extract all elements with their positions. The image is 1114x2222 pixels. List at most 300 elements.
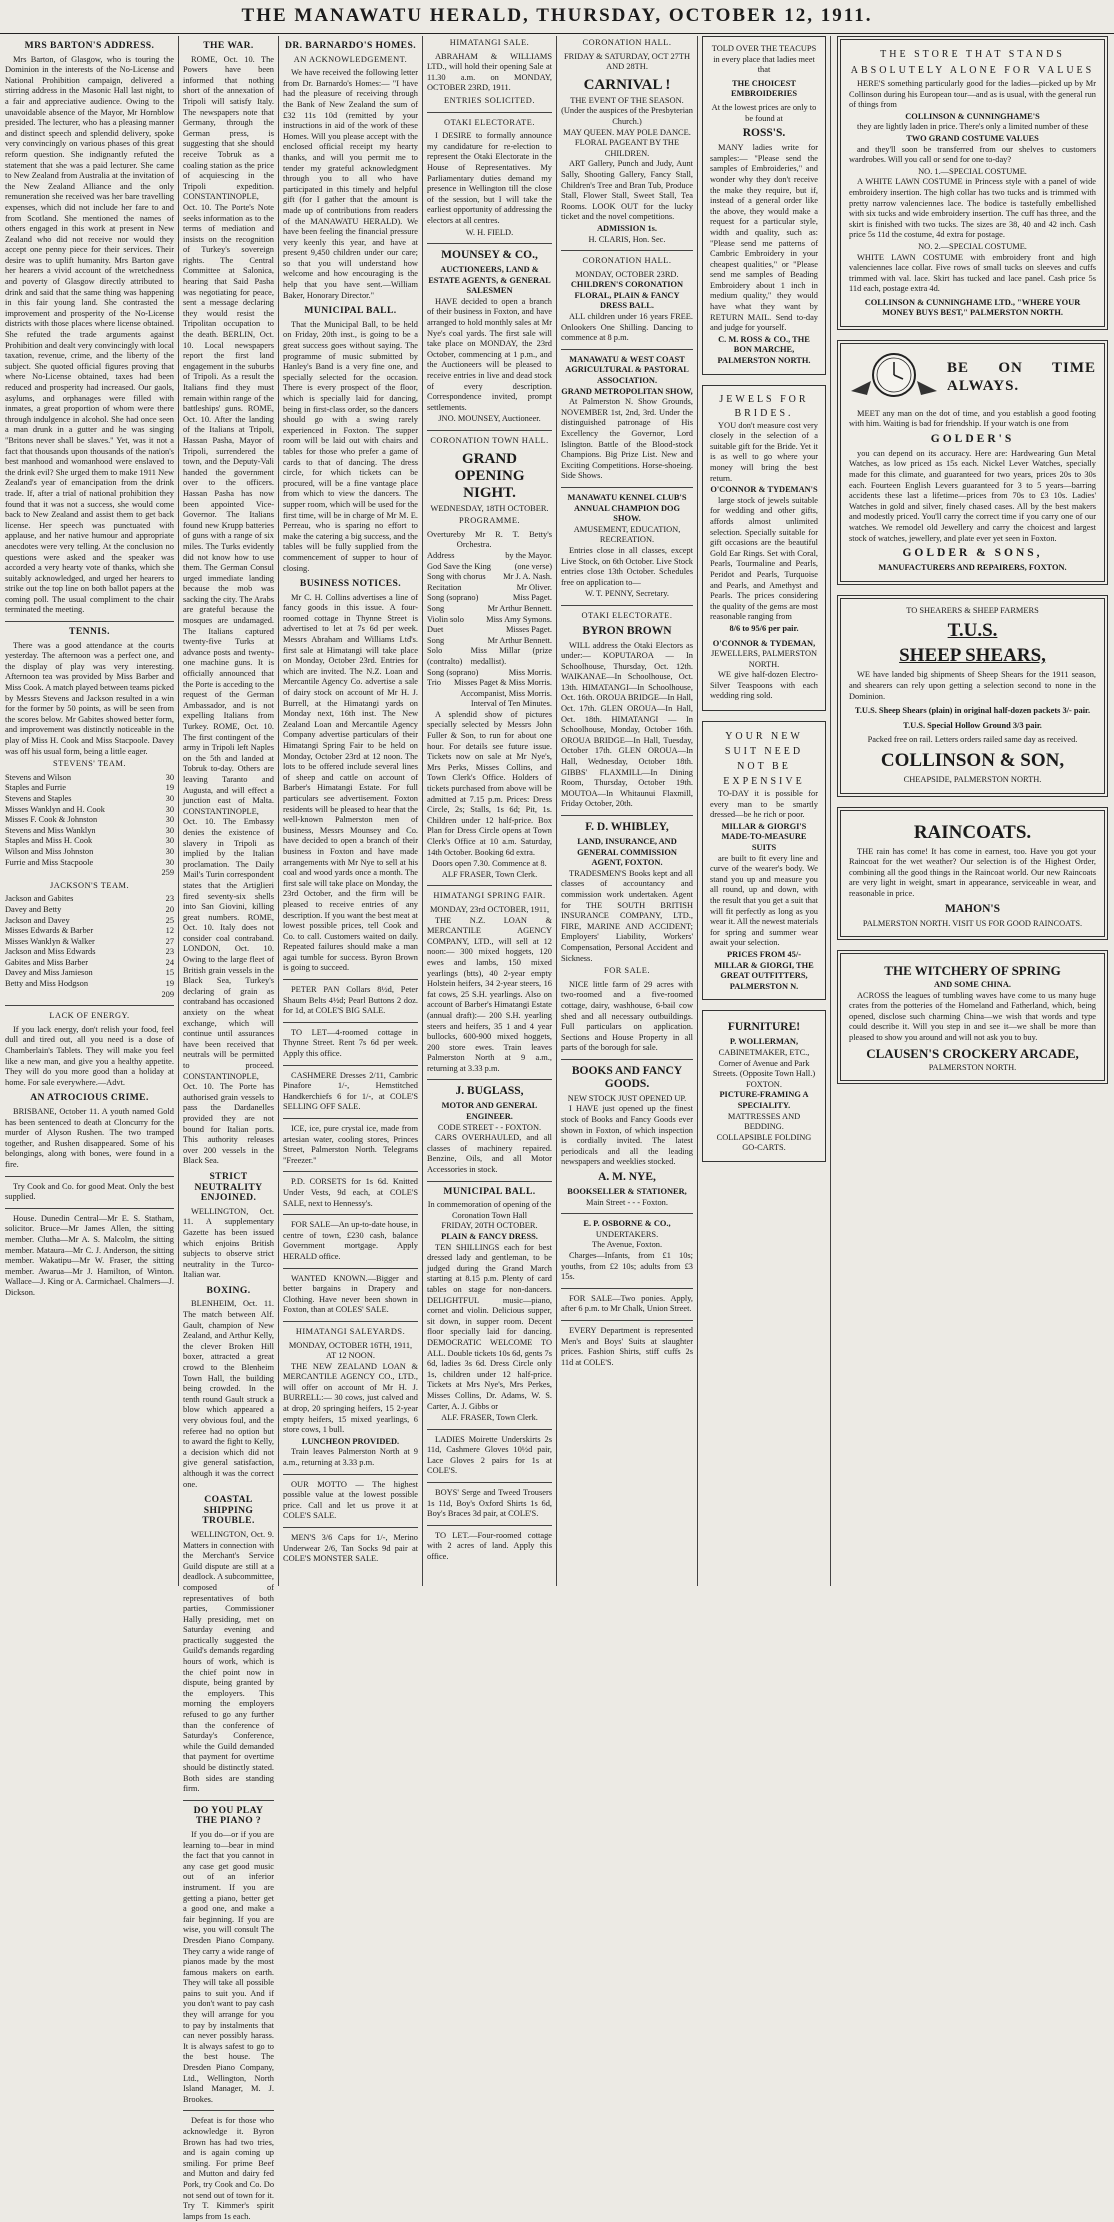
golder-text-2: you can depend on its accuracy. Here are: Hardwearing Gun Metal Watches, as low priced as 15s each. Nickel Lever Watches, specially made for this climate, and guaranteed for two years, prices 20s to 30s each. Fourteen English Levers guaranteed for 3 to 5 years—barring accidents these last a lifetime—prices from 70s to £3 10s. Ladies' Watches in gold and silver, finely chased cases. All by the best makers and modestly priced. You'll carry the correct time if you carry one of our watches. We remodel old Jewellery and carry the choicest and largest stock of watches, jewellery, and plate ever yet seen in Foxton. xyxy=(849,448,1096,543)
tydeman-text: WE give half-dozen Electro-Silver Teaspoons with each wedding ring sold. xyxy=(710,670,818,701)
coastal-heading: COASTAL SHIPPING TROUBLE. xyxy=(202,1494,255,1527)
programme-item-name: Song with chorus xyxy=(427,572,486,582)
programme-item-name: Song (soprano) xyxy=(427,593,479,603)
divider xyxy=(5,1005,174,1006)
programme-performer: Misses Paget & Miss Morris. xyxy=(454,678,552,688)
show-association: MANAWATU & WEST COAST AGRICULTURAL & PASTORAL ASSOCIATION. xyxy=(565,354,689,386)
stevens-team-heading: STEVENS' TEAM. xyxy=(52,759,127,769)
store-signature: COLLINSON & CUNNINGHAME LTD., "WHERE YOUR MONEY BUYS BEST," PALMERSTON NORTH. xyxy=(864,297,1081,318)
osborne-subheading: UNDERTAKERS. xyxy=(595,1229,659,1239)
osborne-heading: E. P. OSBORNE & CO., xyxy=(583,1219,671,1229)
programme-performer: (one verse) xyxy=(514,561,552,571)
war-article: ROME, Oct. 10. The Powers have been informed that nothing short of the annexation of Tripoli will satisfy Italy. The newspapers note that Germany, through the German press, is suggesting that she should receive Tobruk as a coaling station as the price of acquiescing in the Tripoli expedition. CONSTANTINOPLE, Oct. 10. The Porte's Note seeks information as to the terms of mediation and insists on the recognition of Turkey's sovereign rights. The Central Committee at Salonica, hearing that Said Pasha was negotiating for peace, sent a message declaring they would resist the Tripolitan occupation to the death. BERLIN, Oct. 10. Local newspapers report the first land engagement in the suburbs of Tripoli. As a result the Italians find they must remain within range of the battleships' guns. ROME, Oct. 10. After the landing of the Italians at Tripoli, Hassan Pasha, Mayor of Tripoli, surrendered the town, and the Deputy-Vali handed the government over to the officers. Hassan Pasha has now been appointed Vice-Governor. The Italians found new Krupp batteries of guns with a range of six miles. The Turks evidently did not know how to use them. The German Consul urged immediate landing because the mob was sacking the city. The Arabs are grateful because the mosques are undamaged. The Italians captured twenty-five Turks at advance posts and twenty-one machine guns. It is officially announced that the Porte is acceding to the request of the German Ambassador, and is not expelling Italians from Turkey. ROME, Oct. 10. The first contingent of the army in Tripoli left Naples on the 5th and landed at Tobruk to-day. Others are leaving Taranto and Augusta, and will effect a junction east of Malta. CONSTANTINOPLE, Oct. 10. The Embassy denies the existence of slavery in Tripoli as implied by the Italian proclamation. The Daily Mail's Turin correspondent states that the Artiglieri fired seventy-six shells into San Giovini, killing great numbers. ROME, Oct. 10. Italy does not consider coal contraband. LONDON, Oct. 10. Owing to the large fleet of British grain vessels in the Black Sea, Turkey's declaring of grain as contraband has occasioned anxiety on the wheat exchange, which will continue until assurances have been received that neutrals will be permitted to proceed. CONSTANTINOPLE, Oct. 10. The Porte has authorised grain vessels to pass the Dardanelles provided they are not bound for Italian ports. This authority releases over 200 vessels in the Black Sea. xyxy=(183,54,274,1166)
ross-choicest: THE CHOICEST EMBROIDERIES xyxy=(730,78,798,99)
nye-subheading: BOOKSELLER & STATIONER, xyxy=(567,1187,687,1197)
byron-electorate: OTAKI ELECTORATE. xyxy=(581,610,673,620)
books-subheading: NEW STOCK JUST OPENED UP. xyxy=(567,1093,687,1103)
golder-advert xyxy=(837,340,1108,585)
programme-item xyxy=(427,689,552,700)
programme-item-name: Overture xyxy=(427,529,457,539)
whibley-advert: TRADESMEN'S Books kept and all classes of accountancy and commission work undertaken. Agent for THE SOUTH BRITISH INSURANCE COMPANY, LTD., FIRE, MARINE AND ACCIDENT; Employers' Liability, Workers' Compensation, Personal Accident and Sickness. xyxy=(561,868,693,963)
nye-heading: A. M. NYE, xyxy=(598,1171,656,1184)
energy-advert: If you lack energy, don't relish your food, feel dull and tired out, all you need is a dose of Chamberlain's Tablets. They will make you feel like a new man, and give you a healthy appetite. They will do you more good than a holiday at home. For sale everywhere.—Advt. xyxy=(5,1024,174,1087)
golder-subheading: MANUFACTURERS AND REPAIRERS, FOXTON. xyxy=(878,563,1067,573)
score-pair: Davey and Betty xyxy=(5,904,62,914)
china-heading: THE WITCHERY OF SPRING xyxy=(884,963,1061,979)
tus-hollow-price: T.U.S. Special Hollow Ground 3/3 pair. xyxy=(903,720,1042,730)
score-row xyxy=(5,858,174,869)
doors-note: Doors open 7.30. Commence at 8. xyxy=(432,859,547,869)
column-1 xyxy=(2,36,177,1586)
divider xyxy=(561,349,693,350)
jewels-heading: JEWELS FOR BRIDES. xyxy=(719,393,809,419)
score-value: 30 xyxy=(165,804,174,814)
column-rule xyxy=(830,36,831,1586)
grand-opening-date: WEDNESDAY, 18TH OCTOBER. xyxy=(430,503,549,513)
municipal-ball-signature: ALF. FRASER, Town Clerk. xyxy=(441,1413,538,1423)
masthead xyxy=(0,0,1114,34)
mounsey-signature: JNO. MOUNSEY, Auctioneer. xyxy=(438,414,541,424)
score-row xyxy=(5,926,174,937)
divider xyxy=(283,979,418,980)
column-2 xyxy=(180,36,277,2221)
suit-subheading: MILLAR & GIORGI'S MADE-TO-MEASURE SUITS xyxy=(721,821,807,853)
store-text: HERE'S something particularly good for the ladies—picked up by Mr Collinson during his European tour—and as is usual, with the general run of things from xyxy=(849,79,1096,110)
programme-performer: Accompanist, Miss Morris. xyxy=(460,688,552,698)
score-row xyxy=(5,905,174,916)
score-value: 30 xyxy=(165,772,174,782)
jewels-price: 8/6 to 95/6 per pair. xyxy=(729,623,799,633)
programme-item xyxy=(427,530,552,551)
tennis-heading: TENNIS. xyxy=(69,626,110,638)
childrens-ball-hall: CORONATION HALL. xyxy=(582,256,672,266)
ross-advert xyxy=(702,36,826,375)
programme-performer: Miss Morris. xyxy=(508,667,552,677)
divider xyxy=(183,1800,274,1801)
programme-item xyxy=(427,583,552,594)
score-pair: Wilson and Miss Johnston xyxy=(5,846,94,856)
golder-name: GOLDER'S xyxy=(930,432,1015,445)
grand-opening-heading: GRAND OPENING NIGHT. xyxy=(454,450,525,501)
whibley-subheading: LAND, INSURANCE, AND GENERAL COMMISSION AGENT, FOXTON. xyxy=(577,837,677,868)
store-costumes: TWO GRAND COSTUME VALUES xyxy=(906,133,1039,143)
score-row xyxy=(5,773,174,784)
barton-article: Mrs Barton, of Glasgow, who is touring the Dominion in the interests of the No-License and National Prohibition campaign, delivered a stirring address in the Masonic Hall last night, to a fair and appreciative audience. Owing to the unavoidable absence of the Mayor, Mr Hornblow presided. The lecturer, who has a pleasing manner and distinct speech and splendid delivery, spoke very convincingly on various phases of this great reform question. She indignantly refuted the statement that she was a paid lecturer. She came to New Zealand from Australia at the invitation of the New Zealand Alliance and the only remuneration she received was her bare travelling expenses, which did not include her fare to and from Scotland. She mentioned the names of others engaged in this work at present in New Zealand who did not receive nor would they accept one penny piece for their services. Their desire was to uplift humanity. Mrs Barton gave her hearers a vivid account of the wretchedness and poverty of Glasgow directly attributed to drink and said that the same thing was happening in this fair young land. She contrasted the improvement and prosperity of the No-License districts with those places where license obtained. She refuted the trade arguments against Prohibition and dealt very convincingly with local taxation, revenue, crime, and the liberty of the subject. She quoted official figures proving that where No-License obtained, taxes had been reduced and prosperity had increased. Our gaols, asylums, and orphanages were filled with inmates, a great proportion of whom were there through indulgence in alcohol. She had once seen a man drunk in a gutter and he was singing "Britons never shall be slaves." Yet, was it not a fact that thousands upon thousands of the nation's best manhood and womanhood were enslaved to the drink evil? She urged them to make 1911 New Zealand's year of emancipation from the drink trade. If, after a trial of national prohibition they found that it was not a success, she would come back to New Zealand and assist them to get back license. Her speech was punctuated with applause, and her native humour and appropriate anecdotes were very telling. At the conclusion no questions were asked and the speaker was accorded a very hearty vote of thanks, which she suitably acknowledged, and urged her hearers to strike out the top line on both ballot papers at the coming poll. The usual compliment to the chair terminated the meeting. xyxy=(5,54,174,615)
score-pair: Misses F. Cook & Johnston xyxy=(5,815,98,825)
divider xyxy=(283,1171,418,1172)
divider xyxy=(283,1118,418,1119)
carnival-hall-heading: CORONATION HALL. xyxy=(582,38,672,47)
divider xyxy=(427,1181,552,1182)
score-value: 24 xyxy=(165,957,174,967)
column-6 xyxy=(699,36,829,1586)
carnival-heading: CARNIVAL ! xyxy=(583,76,671,93)
childrens-ball-date: MONDAY, OCTOBER 23RD. xyxy=(575,269,679,279)
score-row xyxy=(5,815,174,826)
tydeman-heading: O'CONNOR & TYDEMAN, xyxy=(712,638,816,648)
jackson-team-heading: JACKSON'S TEAM. xyxy=(49,880,130,890)
ross-text: MANY ladies write for samples:— "Please send the samples of Embroideries," and wonder why they don't receive the make they require, but if, instead of a general order like the above, they would make a request for a particular style, width and quality, such as: "Please send me patterns of Cambric Embroidery in your cheapest qualities," or "Please send me samples of Beading Embroidery about 1 inch in medium quality," they would have what they want by RETURN MAIL. Send to-day and judge for yourself. xyxy=(710,143,818,333)
ponies-advert: FOR SALE—Two ponies. Apply, after 6 p.m. to Mr Chalk, Union Street. xyxy=(561,1293,693,1314)
tus-advert xyxy=(837,595,1108,797)
divider xyxy=(561,605,693,606)
score-row xyxy=(5,826,174,837)
neutrality-article: WELLINGTON, Oct. 11. A supplementary Gazette has been issued which enjoins British subjects to observe strict neutrality in the Turco-Italian war. xyxy=(183,1206,274,1280)
programme-item xyxy=(427,604,552,615)
tennis-article: There was a good attendance at the courts yesterday. The afternoon was a perfect one, and the display of play was very interesting. Afternoon tea was provided by Miss Barber and Miss Cook. A match played between teams picked by Messrs Stevens and Jackson resulted in a win for the former by 50 points, as will be seen from the scores below. Mr Gabites showed better form, and improvement was distinctly noticeable in the play of Miss H. Cook and Miss Stacpoole. Davey was off his usual form, being a little eager. xyxy=(5,640,174,756)
municipal-ball-heading: MUNICIPAL BALL. xyxy=(443,1185,536,1197)
raincoats-signature: MAHON'S xyxy=(945,902,1000,915)
small-advert: TO LET—4-roomed cottage in Thynne Street. Rent 7s 6d per week. Apply this office. xyxy=(283,1027,418,1059)
store-text-2: they are lightly laden in price. There's only a limited number of these xyxy=(857,122,1089,132)
divider xyxy=(283,1321,418,1322)
divider xyxy=(283,1268,418,1269)
otaki-heading: OTAKI ELECTORATE. xyxy=(444,117,535,127)
saleyards-advert: THE NEW ZEALAND LOAN & MERCANTILE AGENCY CO., LTD., will offer on account of Mr H. J. BURRELL:— 30 cows, just calved and at drop, 20 springing heifers, 15 2-year empty heifers, 15 mixed yearlings, 6 store cows, 1 bull. xyxy=(283,1361,418,1435)
piano-advert: If you do—or if you are learning to—bear in mind the fact that you cannot in any case get good music out of an inferior instrument. If you are getting a piano, better get a good one, and make a fair beginning. If you are wise, you will consult The Dresden Piano Company. They carry a wide range of pianos made by the most famous makers on earth. They will take all possible pains to suit you. And if you don't want to pay cash they will arrange for you to pay by instalments that can never possibly harass. It is always safest to go to the best house. The Dresden Piano Company, Ltd., Wellington, North Island Manager, M. J. Brookes. xyxy=(183,1829,274,2104)
piano-heading: DO YOU PLAY THE PIANO ? xyxy=(193,1804,264,1827)
whibley-heading: F. D. WHIBLEY, xyxy=(585,821,669,833)
programme-item xyxy=(427,562,552,573)
jewels-text-2: large stock of jewels suitable for wedding and other gifts, affords almost unlimited selection. Specially suitable for gift occasions are the beautiful Gold Ear Rings. Set with Coral, Pearls, Tourmaline and Pearls, Peridot and Pearls, Turquoise and Pearls, and Amethyst and Pearls. The prices considering the quality of the gems are most reasonable ranging from xyxy=(710,495,818,622)
programme-performer: Mr Arthur Bennett. xyxy=(487,635,552,645)
suit-price: PRICES FROM 45/- xyxy=(727,949,801,959)
kennel-signature: W. T. PENNY, Secretary. xyxy=(584,589,670,599)
programme-item xyxy=(427,551,552,562)
municipal-ball-date: FRIDAY, 20TH OCTOBER. xyxy=(441,1221,538,1231)
china-advert xyxy=(837,950,1108,1084)
divider xyxy=(183,2110,274,2111)
china-text: ACROSS the leagues of tumbling waves have come to us many huge crates from the potteries of the Homeland and Fatherland, which, being opened, disclose such charming China—we wish that words and type could describe it. Will you step in and see it—we shall be more than pleased to show you around and will not ask you to buy. xyxy=(849,990,1096,1043)
programme-performer: Miss Millar (prize medallist). xyxy=(470,646,552,666)
buglass-address: CODE STREET - - FOXTON. xyxy=(437,1122,542,1132)
small-ads xyxy=(283,979,418,1316)
osborne-address: The Avenue, Foxton. xyxy=(591,1240,663,1250)
byron-advert: WILL address the Otaki Electors as under:— KOPUTAROA — In Schoolhouse, Thursday, Oct. 12th. WAIKANAE—In Schoolhouse, Oct. 13th. HIMATANGI—In Schoolhouse, Oct. 16th. OROUA BRIDGE—In Hall, Oct. 17th. GLEN OROUA—In Hall, Oct. 18th. HIMATANGI — In Schoolhouse, Monday, October 16th. OROUA BRIDGE—In Hall, Tuesday, October 17th. GLEN OROUA—In Hall, Wednesday, October 18th. GIBBS' FLAXMILL—In Dining Room, Thursday, October 19th. MOUTOA—In Whitaunui Flaxmill, Friday October, 20th. xyxy=(561,640,693,809)
programme-item-name: Song (soprano) xyxy=(427,667,479,677)
programme-item-name: Violin solo xyxy=(427,614,464,624)
programme-performer: Miss Amy Symons. xyxy=(486,614,552,624)
coronation-heading: CORONATION TOWN HALL. xyxy=(430,436,549,445)
mens-advert: MEN'S 3/6 Caps for 1/-, Merino Underwear 2/6, Tan Socks 9d pair at COLE'S MONSTER SALE. xyxy=(283,1533,418,1564)
programme-item xyxy=(427,678,552,689)
column-5 xyxy=(558,36,696,1586)
show-heading: GRAND METROPOLITAN SHOW, xyxy=(561,386,693,396)
carnival-admission: ADMISSION 1s. xyxy=(596,223,658,233)
divider xyxy=(283,1065,418,1066)
programme-item-name: Song xyxy=(427,603,445,613)
score-value: 19 xyxy=(165,783,174,793)
programme-item xyxy=(427,636,552,647)
jewels-text: YOU don't measure cost very closely in the selection of a suitable gift for the Bride. Yet it is as well to go where your money will bring the best return. xyxy=(710,420,818,483)
programme-item xyxy=(427,668,552,679)
programme-item xyxy=(427,646,552,667)
china-signature: CLAUSEN'S CROCKERY ARCADE, xyxy=(866,1045,1079,1061)
furniture-mattresses: MATTRESSES AND BEDDING. xyxy=(727,1111,801,1132)
china-address: PALMERSTON NORTH. xyxy=(928,1062,1017,1072)
programme-item xyxy=(427,572,552,583)
divider xyxy=(561,1059,693,1060)
score-value: 30 xyxy=(165,836,174,846)
saleyards-date: MONDAY, OCTOBER 16TH, 1911, AT 12 NOON. xyxy=(288,1340,413,1361)
spring-fair-advert: THE N.Z. LOAN & MERCANTILE AGENCY COMPANY, LTD., will sell at 12 noon:— 300 mixed hoggets, 120 ewes and lambs, 150 mixed yearlings (btts), 40 2-year empty Holstein heifers, 34 2-year steers, 16 fat cows, 25 S.H. yearlings. Also on account of Barber's Himatangi Estate (annual draft):— 200 S.H. yearling steers and heifers, 35 1 and 4 year bullocks, 600-900 mixed hoggets, 200 store ewes. Train leaves Palmerston North at 9 a.m., returning at 3.33 p.m. xyxy=(427,915,552,1073)
house-list: House. Dunedin Central—Mr E. S. Statham, solicitor. Bruce—Mr James Allen, the sitting member. Clutha—Mr A. S. Malcolm, the sitting member. Mataura—Mr C. J. Anderson, the sitting member. Wakatipu—Mr W. Fraser, the sitting member. Awarua—Mr J. Hamilton, of Winton. Wallace—J. King or A. Carmichael. Chalmers—J. Dickson. xyxy=(5,1213,174,1297)
jackson-team-scores xyxy=(5,894,174,989)
notices-heading: BUSINESS NOTICES. xyxy=(299,578,402,590)
clock-icon xyxy=(849,351,939,403)
tydeman-subheading: JEWELLERS, PALMERSTON NORTH. xyxy=(710,649,818,669)
buglass-subheading: MOTOR AND GENERAL ENGINEER. xyxy=(441,1101,538,1122)
golder-header xyxy=(849,351,1096,403)
to-let-advert: TO LET.—Four-roomed cottage with 2 acres of land. Apply this office. xyxy=(427,1530,552,1562)
programme-item-name: Solo (contralto) xyxy=(427,646,463,666)
carnival-dates: FRIDAY & SATURDAY, OCT 27TH AND 28TH. xyxy=(563,51,691,72)
masthead-title: THE MANAWATU HERALD, THURSDAY, OCTOBER 12, 1911. xyxy=(241,5,873,26)
programme-performer: Mr J. A. Nash. xyxy=(503,572,552,582)
programme-performer: Misses Paget. xyxy=(505,625,552,635)
divider xyxy=(5,621,174,622)
divider xyxy=(427,1525,552,1526)
store-heading: THE STORE THAT STANDS ABSOLUTELY ALONE FOR VALUES xyxy=(850,49,1095,76)
score-value: 30 xyxy=(165,857,174,867)
neutrality-heading: STRICT NEUTRALITY ENJOINED. xyxy=(194,1170,263,1204)
nye-address: Main Street - - - Foxton. xyxy=(586,1197,668,1207)
energy-heading: LACK OF ENERGY. xyxy=(49,1011,130,1021)
score-row xyxy=(5,958,174,969)
barnardo-subheading: AN ACKNOWLEDGEMENT. xyxy=(293,54,408,64)
mounsey-subheading: AUCTIONEERS, LAND & ESTATE AGENTS, & GENERAL SALESMEN xyxy=(428,265,551,296)
score-row xyxy=(5,916,174,927)
divider xyxy=(427,430,552,431)
childrens-ball-heading: CHILDREN'S CORONATION FLORAL, PLAIN & FANCY DRESS BALL. xyxy=(570,280,684,311)
train-note: Train leaves Palmerston North at 9 a.m., returning at 3.33 p.m. xyxy=(283,1447,418,1468)
stevens-team-scores xyxy=(5,773,174,868)
column-7 xyxy=(833,36,1112,1586)
mounsey-advert: HAVE decided to open a branch of their business in Foxton, and have arranged to hold monthly sales at Mr Nye's coal yards. The first sale will take place on MONDAY, the 23rd October, commencing at 1 p.m., and the Auctioneers will be pleased to receive entries in live and dead stock of every description. Correspondence invited, prompt settlements. xyxy=(427,296,552,412)
score-value: 30 xyxy=(165,815,174,825)
saleyards-heading: HIMATANGI SALEYARDS. xyxy=(295,1326,406,1336)
municipal-ball-dress: PLAIN & FANCY DRESS. xyxy=(441,1232,538,1241)
score-pair: Jackson and Miss Edwards xyxy=(5,947,96,957)
tus-title: SHEEP SHEARS, xyxy=(899,645,1046,667)
every-department-advert: EVERY Department is represented Men's and Boys' Suits at slaughter prices. Fashion Shirts, stiff cuffs 2s 11d at COLE'S. xyxy=(561,1325,693,1367)
jewels-advert xyxy=(702,385,826,711)
score-pair: Misses Wanklyn & Walker xyxy=(5,936,95,946)
score-value: 23 xyxy=(165,894,174,904)
score-value: 30 xyxy=(165,793,174,803)
programme-item xyxy=(427,615,552,626)
programme-heading: PROGRAMME. xyxy=(458,516,521,526)
programme-list xyxy=(427,530,552,710)
furniture-picture-framing: PICTURE-FRAMING A SPECIALITY. xyxy=(719,1090,809,1110)
score-pair: Jackson and Davey xyxy=(5,915,70,925)
tus-signature: COLLINSON & SON, xyxy=(880,749,1065,771)
books-heading: BOOKS AND FANCY GOODS. xyxy=(571,1064,683,1090)
for-sale-heading: FOR SALE. xyxy=(604,966,650,976)
crime-article: BRISBANE, October 11. A youth named Gold has been sentenced to death at Cloncurry for the murder of Alyson Rushen. The two tramped together, and Rushen disappeared. Some of his belongings, along with bones, were found in a fire. xyxy=(5,1107,174,1169)
score-pair: Staples and Miss H. Cook xyxy=(5,836,93,846)
score-value: 27 xyxy=(165,936,174,946)
programme-item-name: Song xyxy=(427,635,445,645)
raincoats-heading: RAINCOATS. xyxy=(913,821,1032,843)
coastal-article: WELLINGTON, Oct. 9. Matters in connection with the Merchant's Service Guild dispute are still at a deadlock. A subcommittee, composed of representatives of both parties, Commissioner Hally presiding, met on Saturday evening and practically suggested the Guild's demands regarding hours of work, which is the chief point now in dispute, being granted by the employers. This morning the employers refused to go any further than the conference of Saturday's Conference, while the Guild demanded that payment for overtime should be distinctly stated. Both sides are standing firm. xyxy=(183,1529,274,1794)
spring-fair-date: MONDAY, 23rd OCTOBER, 1911, xyxy=(429,904,550,914)
score-value: 12 xyxy=(165,926,174,936)
suit-text: TO-DAY it is possible for every man to be smartly dressed—be he rich or poor. xyxy=(710,789,818,820)
golder-signature: GOLDER & SONS, xyxy=(902,547,1043,560)
store-text-3: and they'll soon be transferred from our shelves to customers wardrobes. Will you call or send for one to-day? xyxy=(849,144,1096,165)
score-pair: Jackson and Gabites xyxy=(5,894,74,904)
divider xyxy=(5,1208,174,1209)
small-advert: FOR SALE—An up-to-date house, in centre of town, £230 cash, balance Government mortgage. Apply HERALD office. xyxy=(283,1220,418,1261)
crime-heading: AN ATROCIOUS CRIME. xyxy=(30,1092,149,1104)
programme-item-name: Address xyxy=(427,550,455,560)
himatangi-sale-advert: ABRAHAM & WILLIAMS LTD., will hold their opening Sale at 11.30 a.m. on MONDAY, OCTOBER 23RD, 1911. xyxy=(427,51,552,93)
golder-heading: BE ON TIME ALWAYS. xyxy=(947,359,1096,394)
divider xyxy=(283,1474,418,1475)
boys-advert: BOYS' Serge and Tweed Trousers 1s 11d, Boy's Oxford Shirts 1s 6d, Boy's Braces 3d pair, at COLE'S. xyxy=(427,1488,552,1519)
score-row xyxy=(5,794,174,805)
programme-item-name: Trio xyxy=(427,678,442,688)
score-value: 15 xyxy=(165,968,174,978)
buglass-advert: CARS OVERHAULED, and all classes of machinery repaired. Benzine, Oils, and all Motor Accessories in stock. xyxy=(427,1133,552,1175)
divider xyxy=(283,1022,418,1023)
column-rule xyxy=(278,36,279,1586)
carnival-signature: H. CLARIS, Hon. Sec. xyxy=(588,234,666,244)
score-pair: Staples and Furrie xyxy=(5,783,66,793)
score-row xyxy=(5,805,174,816)
programme-performer: Miss Paget. xyxy=(512,593,552,603)
score-value: 30 xyxy=(165,825,174,835)
programme-item xyxy=(427,625,552,636)
small-advert: P.D. CORSETS for 1s 6d. Knitted Under Vests, 9d each, at COLE'S SALE, next to Hennessy's. xyxy=(283,1177,418,1208)
ross-lowest: At the lowest prices are only to be found at xyxy=(711,102,817,123)
tus-address: CHEAPSIDE, PALMERSTON NORTH. xyxy=(903,774,1042,784)
small-advert: ICE, ice, pure crystal ice, made from artesian water, cooling stores, Princes Street, Palmerston North. Telegrams "Freezer." xyxy=(283,1124,418,1165)
programme-item xyxy=(427,593,552,604)
small-advert: CASHMERE Dresses 2/11, Cambric Pinafore 1/-, Hemstitched Handkerchiefs 6 for 1/-, at COLE'S SELLING OFF SALE. xyxy=(283,1070,418,1112)
score-pair: Stevens and Staples xyxy=(5,793,72,803)
store-advert xyxy=(837,36,1108,330)
furniture-address: Corner of Avenue and Park Streets. (Opposite Town Hall.) FOXTON. xyxy=(712,1058,816,1089)
suit-signature: MILLAR & GIORGI, THE GREAT OUTFITTERS, PALMERSTON N. xyxy=(714,960,814,991)
ross-intro: TOLD OVER THE TEACUPS in every place that ladies meet that xyxy=(711,44,817,75)
meat-notice: Try Cook and Co. for good Meat. Only the best supplied. xyxy=(5,1181,174,1202)
spring-fair-heading: HIMATANGI SPRING FAIR. xyxy=(433,891,546,901)
score-value: 30 xyxy=(165,846,174,856)
programme-item-name: God Save the King xyxy=(427,561,491,571)
small-advert: WANTED KNOWN.—Bigger and better bargains in Drapery and Clothing. Have never been shown in Foxton, than at COLES' SALE. xyxy=(283,1273,418,1315)
score-pair: Stevens and Wilson xyxy=(5,772,72,782)
programme-item-name: Recitation xyxy=(427,582,462,592)
war-heading: THE WAR. xyxy=(203,40,254,51)
divider xyxy=(427,885,552,886)
divider xyxy=(561,487,693,488)
ball-heading: MUNICIPAL BALL. xyxy=(304,305,397,317)
jewels-name: O'CONNOR & TYDEMAN'S xyxy=(710,485,818,495)
tus-plain-price: T.U.S. Sheep Shears (plain) in original half-dozen packets 3/- pair. xyxy=(854,706,1091,716)
divider xyxy=(427,243,552,244)
store-costume-1: NO. 1.—SPECIAL COSTUME. xyxy=(918,166,1027,176)
barton-heading: MRS BARTON'S ADDRESS. xyxy=(24,40,155,51)
column-rule xyxy=(422,36,423,1586)
column-rule xyxy=(697,36,698,1586)
otaki-signature: W. H. FIELD. xyxy=(465,227,514,237)
raincoats-text: THE rain has come! It has come in earnest, too. Have you got your Raincoat for the wet weather? Our selection is of the Highest Order, combining all the good things in the Raincoat world. Our new Raincoats are very light in weight, smart in appearance, serviceable in wear, and reasonable in price. xyxy=(849,846,1096,898)
furniture-go-carts: COLLAPSIBLE FOLDING GO-CARTS. xyxy=(716,1132,812,1153)
score-pair: Davey and Miss Jamieson xyxy=(5,968,93,978)
furniture-advert xyxy=(702,1010,826,1162)
tus-text-2: Packed free on rail. Letters orders railed same day as received. xyxy=(867,735,1078,745)
carnival-subheading: THE EVENT OF THE SEASON. xyxy=(570,95,684,105)
ross-name: ROSS'S. xyxy=(742,127,786,140)
raincoats-address: PALMERSTON NORTH. VISIT US FOR GOOD RAINCOATS. xyxy=(862,918,1083,928)
ball-article: That the Municipal Ball, to be held on Friday, 20th inst., is going to be a great success goes without saying. The programme of music submitted by Hanley's Band is a very fine one, and specially selected for the occasion. There is every prospect of the floor, which is specially laid for dancing, being in first-class order, so the dancers should go with a swing rarely experienced in Foxton. The supper room will be laid out with chairs and tables for those who prefer a game of cards to that of dancing. The dress circle, for which tickets can be procured, will be a fine vantage place from which to view the dancers. The supper room, which will be used for the first time, will be in charge of Mr M. E. Perreau, who is sparing no effort to make the catering a big success, and the tables will be fully supplied from the commencement of supper to hour of closing. xyxy=(283,319,418,573)
score-pair: Misses Edwards & Barber xyxy=(5,926,94,936)
divider xyxy=(283,1214,418,1215)
byron-heading: BYRON BROWN xyxy=(582,624,672,637)
programme-performer: Interval of Ten Minutes. xyxy=(470,699,552,709)
jackson-total-value: 209 xyxy=(161,989,174,999)
suit-heading: YOUR NEW SUIT NEED NOT BE EXPENSIVE xyxy=(723,731,805,788)
score-row xyxy=(5,979,174,990)
kennel-subheading: AMUSEMENT, EDUCATION, RECREATION. xyxy=(573,524,681,545)
small-advert: PETER PAN Collars 8½d, Peter Shaum Belts 4½d; Pearl Buttons 2 doz. for 1d, at COLE'S BIG SALE. xyxy=(283,985,418,1016)
column-rule xyxy=(556,36,557,1586)
barnardo-article: We have received the following letter from Dr. Barnardo's Homes:— "I have had the pleasure of receiving through the Bank of New Zealand the sum of £32 11s 10d (remitted by your instructions in aid of the work of these Homes. Will you please accept with the enclosed official receipt my hearty thanks, and will you permit me to tender my grateful acknowledgment through you to all who have participated in this timely and helpful gift (for I gather that the amount is made up of contributions from readers of the MANAWATU HERALD). We have been feeling the financial pressure very keenly this year, and have at present 9,450 children under our care; so that you will understand how welcome and how encouraging is the help that you have sent.—William Baker, Honorary Director." xyxy=(283,68,418,300)
tus-heading: T.U.S. xyxy=(947,620,998,642)
score-pair: Misses Wanklyn and H. Cook xyxy=(5,804,105,814)
notices-article: Mr C. H. Collins advertises a line of fancy goods in this issue. A four-roomed cottage in Thynne Street is advertised to let at 7s 6d per week. Messrs Abraham and Williams Ltd's. first sale at Himatangi will take place on Monday, October 23rd. Entries for which are invited. The N.Z. Loan and Mercantile Agency Co. advertise a sale of dairy stock on account of Mr H. J. Burrell, at the Himatangi yards on Monday next, 16th inst. The New Zealand Loan and Mercantile Agency Company advertise particulars of their Himatangi Spring Fair to be held on Monday, October 23rd at 12 noon. The lots to be offered include several lines of sheep and cattle on account of Barber's Himatangi Estate. For full particulars see advertisement. Foxton residents will be pleased to hear that the well-known Palmerston men of business, Messrs Mounsey and Co. have decided to open a branch of their business in Foxton and have made arrangements with Mr Nye to sell at his coal and wood yards once a month. The first sale will take place on Monday, the 23rd October, and the firm will be pleased to receive entries of any description. If you want the best meat at lowest possible prices, tell Cook and Co. to call. Customers waited on daily. Repeated failures should make a man agai tumble for success. Byron Brown is going to succeed. xyxy=(283,592,418,973)
carnival-floral: FLORAL PAGEANT BY THE CHILDREN. xyxy=(574,138,680,158)
divider xyxy=(561,1320,693,1321)
score-row xyxy=(5,947,174,958)
store-costume-2: NO. 2.—SPECIAL COSTUME. xyxy=(918,241,1027,251)
score-value: 25 xyxy=(165,915,174,925)
programme-performer: Mr Arthur Bennett. xyxy=(487,603,552,613)
osborne-advert: Charges—Infants, from £1 10s; youths, from £2 10s; adults from £3 15s. xyxy=(561,1251,693,1282)
ladies-advert: LADIES Moirette Underskirts 2s 11d, Cashmere Gloves 10½d pair, Lace Gloves 2 pairs for 1s at COLE'S. xyxy=(427,1434,552,1476)
tus-intro: TO SHEARERS & SHEEP FARMERS xyxy=(906,605,1039,615)
carnival-advert: ART Gallery, Punch and Judy, Aunt Sally, Shooting Gallery, Fancy Stall, Children's Tree and Bran Tub, Produce Stall, Flower Stall, Sweet Stall, Tea Rooms. LOOK OUT for the lucky ticket and the novel competitions. xyxy=(561,159,693,222)
divider xyxy=(427,1482,552,1483)
for-sale-advert: NICE little farm of 29 acres with two-roomed and a five-roomed cottage, dairy, washhouse, 6-bail cow shed and all necessary outbuildings. Full particulars on application. Sections and House Property in all parts of the borough for sale. xyxy=(561,979,693,1053)
jackson-total xyxy=(5,990,174,1001)
kennel-advert: Entries close in all classes, except Live Stock, on 6th October. Live Stock entries close 13th October. Schedules free on application to— xyxy=(561,545,693,587)
store-text-4: A WHITE LAWN COSTUME in Princess style with a panel of wide embroidery insertion. The high collar has two tucks and is trimmed with pretty narrow valenciennes lace. The bodice is tastefully embellished with six tucks and wide embroidery insertion. The cuff has three, and the skirt is finished with two tucks. The sizes are 38, 40 and 42 inch. Cash price 5s 11d the costume, 4d extra for postage. xyxy=(849,177,1096,240)
score-row xyxy=(5,836,174,847)
stevens-total xyxy=(5,868,174,879)
divider xyxy=(427,1429,552,1430)
mounsey-heading: MOUNSEY & CO., xyxy=(441,249,538,262)
score-pair: Gabites and Miss Barber xyxy=(5,957,89,967)
store-text-5: WHITE LAWN COSTUME with embroidery front and high valenciennes lace collar. Five rows of small tucks on sleeves and cuffs trimmed with val. lace. Skirt has tucked and lace panel. Cash price 5s 11d each, postage extra 4d. xyxy=(849,252,1096,294)
programme-item xyxy=(427,699,552,710)
divider xyxy=(427,1079,552,1080)
barnardo-heading: DR. BARNARDO'S HOMES. xyxy=(285,40,416,51)
himatangi-sale-heading: HIMATANGI SALE. xyxy=(449,38,530,47)
score-pair: Furrie and Miss Stacpoole xyxy=(5,857,94,867)
divider xyxy=(561,1288,693,1289)
buglass-heading: J. BUGLASS, xyxy=(455,1085,524,1098)
suit-advert xyxy=(702,721,826,1000)
ross-signature: C. M. ROSS & CO., THE BON MARCHE, PALMERSTON NORTH. xyxy=(717,334,811,366)
programme-performer: by Mr R. T. Betty's Orchestra. xyxy=(456,529,552,550)
suit-text-2: are built to fit every line and curve of the wearer's body. We stand you up and measure you all round, up and down, with the result that you get a suit that will fit perfectly as long as you wear it. All the newest materials for spring and summer wear await your selection. xyxy=(710,853,818,948)
score-value: 23 xyxy=(165,947,174,957)
programme-performer: Mr Oliver. xyxy=(516,582,552,592)
score-pair: Stevens and Miss Wanklyn xyxy=(5,825,96,835)
